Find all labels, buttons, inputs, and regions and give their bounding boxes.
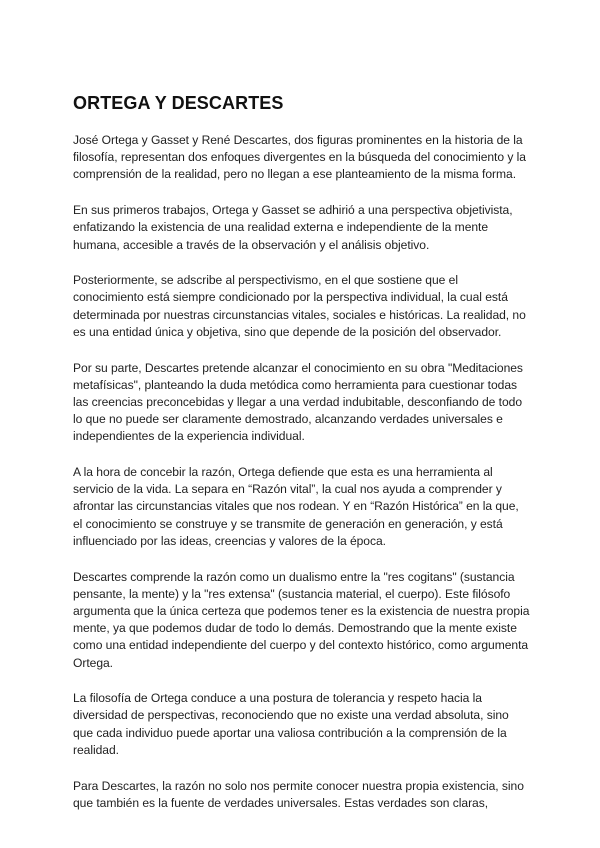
document-title: ORTEGA Y DESCARTES <box>73 93 284 113</box>
paragraph-descartes-dualismo: Descartes comprende la razón como un dualismo entre la "res cogitans" (sustancia pensante, la mente) y la "res extensa" (sustancia material, el cuerpo). Este filósofo argumenta que la única certeza que podemos tener es la existencia de nuestra propia mente, ya que podemos dudar de todo lo demás. Demostrando que la mente existe como una entidad independiente del cuerpo y del contexto histórico, como argumenta Ortega. <box>73 569 530 670</box>
paragraph-ortega-tolerancia: La filosofía de Ortega conduce a una postura de tolerancia y respeto hacia la diversidad de perspectivas, reconociendo que no existe una verdad absoluta, sino que cada individuo puede aportar una valiosa contribución a la comprensión de la realidad. <box>73 691 509 757</box>
document-body <box>73 92 531 831</box>
paragraph-ortega-objetivismo: En sus primeros trabajos, Ortega y Gasset se adhirió a una perspectiva objetivista, enfatizando la existencia de una realidad externa e independiente de la mente humana, accesible a través de la observación y el análisis objetivo. <box>73 203 513 252</box>
paragraph-descartes-verdades: Para Descartes, la razón no solo nos permite conocer nuestra propia existencia, sino que también es la fuente de verdades universales. Estas verdades son claras, <box>73 778 524 810</box>
paragraph-descartes-duda: Por su parte, Descartes pretende alcanzar el conocimiento en su obra "Meditaciones metafísicas", planteando la duda metódica como herramienta para cuestionar todas las creencias preconcebidas y llegar a una verdad indubitable, desconfiando de todo lo que no puede ser claramente demostrado, alcanzando verdades universales e independientes de la experiencia individual. <box>73 360 523 444</box>
paragraph-ortega-razon: A la hora de concebir la razón, Ortega defiende que esta es una herramienta al servicio de la vida. La separa en “Razón vital”, la cual nos ayuda a comprender y afrontar las circunstancias vitales que nos rodean. Y en “Razón Histórica” en la que, el conocimiento se construye y se transmite de generación en generación, y está influenciado por las ideas, creencias y valores de la época. <box>73 465 519 548</box>
paragraph-ortega-perspectivismo: Posteriormente, se adscribe al perspectivismo, en el que sostiene que el conocimiento está siempre condicionado por la perspectiva individual, la cual está determinada por nuestras circunstancias vitales, sociales e históricas. La realidad, no es una entidad única y objetiva, sino que depende de la posición del observador. <box>73 273 526 339</box>
paragraph-intro: José Ortega y Gasset y René Descartes, dos figuras prominentes en la historia de la filosofía, representan dos enfoques divergentes en la búsqueda del conocimiento y la comprensión de la realidad, pero no llegan a ese planteamiento de la misma forma. <box>73 133 526 182</box>
